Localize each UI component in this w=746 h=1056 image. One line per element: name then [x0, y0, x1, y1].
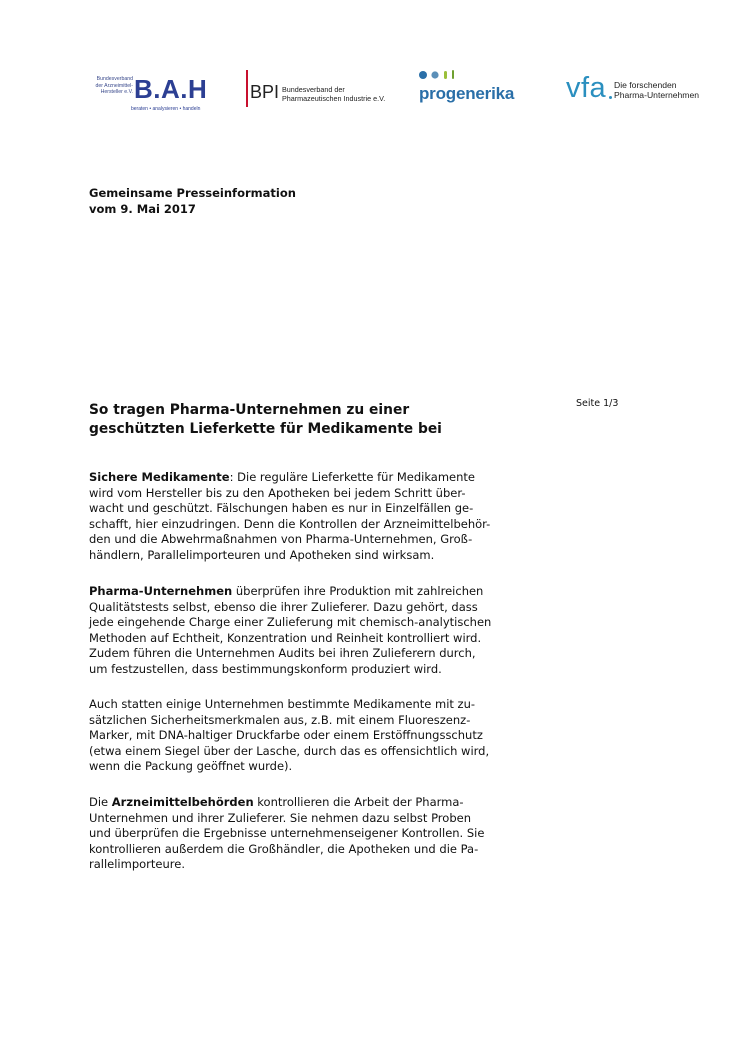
title-line: So tragen Pharma-Unternehmen zu einer — [89, 402, 410, 418]
paragraph-line: Unternehmen und ihrer Zulieferer. Sie nehmen dazu selbst Proben — [89, 810, 471, 825]
paragraph-line: rallelimporteure. — [89, 857, 185, 872]
paragraph-line: Qualitätstests selbst, ebenso die ihrer Zulieferer. Dazu gehört, dass — [89, 599, 478, 614]
paragraph-line: Pharma-Unternehmen überprüfen ihre Produktion mit zahlreichen — [89, 584, 484, 598]
paragraph-line: Zudem führen die Unternehmen Audits bei ihren Zulieferern durch, — [89, 646, 476, 661]
paragraph-line: den und die Abwehrmaßnahmen von Pharma-Unternehmen, Groß- — [89, 532, 473, 547]
bah-logo-subtitle: Bundesverband der Arzneimittel- Hersteller e.V. — [95, 76, 133, 96]
paragraph-line: wenn die Packung geöffnet wurde). — [89, 759, 293, 774]
page-number: Seite 1/3 — [576, 398, 619, 409]
bah-logo-abbr: B.A.H — [134, 74, 208, 104]
paragraph-line: jede eingehende Charge einer Zulieferung mit chemisch-analytischen — [89, 615, 492, 630]
paragraph-line: wird vom Hersteller bis zu den Apotheken bei jedem Schritt über- — [89, 485, 466, 500]
paragraph-line: schafft, hier einzudringen. Denn die Kontrollen der Arzneimittelbehör- — [89, 516, 491, 531]
bah-logo-tagline: beraten • analysieren • handeln — [131, 106, 201, 112]
bpi-logo-bar — [246, 70, 248, 107]
document-title — [89, 401, 442, 439]
paragraph-pharma-unternehmen — [89, 584, 529, 678]
progenerika-logo — [418, 68, 538, 108]
vfa-logo — [566, 74, 716, 108]
progenerika-logo-name: progenerika — [419, 84, 515, 103]
bpi-logo-name: Bundesverband der Pharmazeutischen Industrie e.V. — [282, 85, 386, 103]
paragraph-sicherheitsmerkmale — [89, 697, 529, 775]
paragraph-line: um festzustellen, dass bestimmungskonform produziert wird. — [89, 661, 442, 676]
paragraph-lead: Sichere Medikamente — [89, 470, 230, 484]
paragraph-line: Marker, mit DNA-haltiger Druckfarbe oder einem Erstöffnungsschutz — [89, 728, 483, 743]
paragraph-line: (etwa einem Siegel über der Lasche, durch das es offensichtlich wird, — [89, 743, 490, 758]
paragraph-line: wacht und geschützt. Fälschungen haben es nur in Einzelfällen ge- — [89, 501, 474, 516]
vfa-logo-dot — [609, 96, 612, 99]
vfa-logo-abbr: vfa — [566, 72, 607, 104]
title-line: geschützten Lieferkette für Medikamente bei — [89, 421, 442, 437]
paragraph-line: Auch statten einige Unternehmen bestimmte Medikamente mit zu- — [89, 697, 476, 711]
paragraph-line: kontrollieren außerdem die Großhändler, die Apotheken und die Pa- — [89, 841, 479, 856]
press-info-heading — [89, 186, 296, 217]
press-info-date: vom 9. Mai 2017 — [89, 201, 196, 216]
vfa-logo-name: Die forschenden Pharma-Unternehmen — [614, 80, 700, 101]
paragraph-line: Sichere Medikamente: Die reguläre Lieferkette für Medikamente — [89, 470, 475, 484]
paragraph-line: händlern, Parallelimporteuren und Apotheken sind wirksam. — [89, 547, 435, 562]
bah-logo — [89, 76, 214, 116]
paragraph-lead: Arzneimittelbehörden — [111, 795, 254, 809]
bpi-logo — [246, 68, 406, 108]
paragraph-line: Methoden auf Echtheit, Konzentration und Reinheit kontrolliert wird. — [89, 630, 482, 645]
paragraph-line: sätzlichen Sicherheitsmerkmalen aus, z.B. mit einem Fluoreszenz- — [89, 712, 471, 727]
paragraph-line: Die Arzneimittelbehörden kontrollieren die Arbeit der Pharma- — [89, 795, 464, 809]
paragraph-line: und überprüfen die Ergebnisse unternehmenseigener Kontrollen. Sie — [89, 826, 485, 841]
bpi-logo-abbr: BPI — [250, 82, 280, 102]
press-info-line: Gemeinsame Presseinformation — [89, 186, 296, 200]
paragraph-lead: Pharma-Unternehmen — [89, 584, 233, 598]
paragraph-arzneimittelbehoerden — [89, 795, 529, 873]
paragraph-sichere-medikamente — [89, 470, 529, 564]
progenerika-dots-icon — [418, 68, 468, 82]
